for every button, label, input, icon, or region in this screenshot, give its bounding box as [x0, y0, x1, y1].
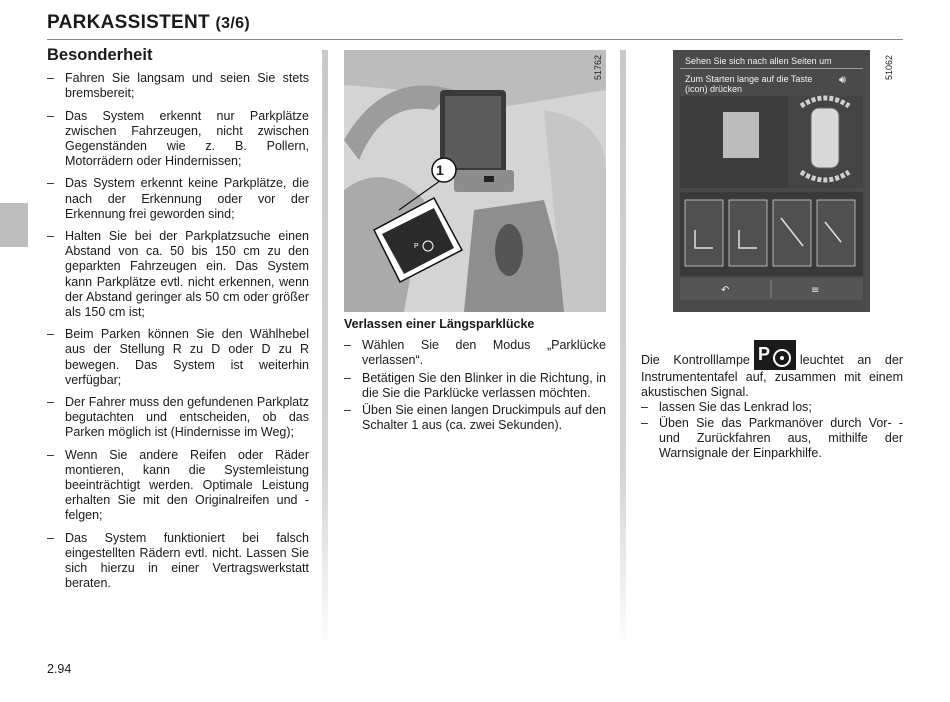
column-middle	[344, 317, 606, 435]
notes-list	[47, 71, 309, 591]
title-main: PARKASSISTENT	[47, 12, 210, 33]
title-rule	[47, 39, 903, 40]
list-item: – Fahren Sie langsam und seien Sie stets bremsbereit;	[47, 71, 309, 101]
speaker-icon: 🔊︎	[839, 74, 846, 86]
chapter-tab	[0, 203, 28, 247]
warning-lamp-paragraph	[641, 340, 903, 400]
title-part: (3/6)	[215, 15, 250, 32]
dashboard-drawing	[344, 50, 606, 312]
parking-screen	[673, 50, 870, 312]
screen-line-2: Zum Starten lange auf die Taste	[685, 74, 813, 84]
dashboard-illustration	[344, 50, 606, 312]
page-number: 2.94	[47, 662, 72, 676]
list-item: – Wenn Sie andere Reifen oder Räder montieren, kann die Systemleistung beeinträchtigt werden. Optimale Leistung erhalten Sie mit den Originalreifen und -felgen;	[47, 448, 309, 524]
list-item: – Halten Sie bei der Parkplatzsuche einen Abstand von ca. 50 bis 150 cm zu den geparkten Fahrzeugen ein. Das System kann Parkplätze evtl. nicht erkennen, wenn der Abstand geringer als 50 cm oder größer als 150 cm ist;	[47, 229, 309, 320]
column-right	[641, 340, 903, 461]
section-heading: Verlassen einer Längsparklücke	[344, 317, 535, 331]
list-item: – Das System erkennt nur Parkplätze zwischen Fahrzeugen, nicht zwischen Gegenständen wie z. B. Pollern, Motorrädern oder Hindernissen;	[47, 109, 309, 170]
list-item: – Wählen Sie den Modus „Parklücke verlassen“.	[344, 338, 606, 368]
column-separator	[322, 50, 328, 650]
figure-ref: 51062	[884, 54, 894, 80]
svg-text:≡: ≡	[811, 285, 820, 296]
list-item: – Das System funktioniert bei falsch eingestellten Rädern evtl. nicht. Lassen Sie sich hierzu in einer Vertragswerkstatt beraten.	[47, 531, 309, 592]
list-item: – Üben Sie das Parkmanöver durch Vor- - und Zurückfahren aus, mithilfe der Warnsignale der Einparkhilfe.	[641, 416, 903, 462]
list-item: – Betätigen Sie den Blinker in die Richtung, in die Sie die Parklücke verlassen möchten.	[344, 371, 606, 401]
parking-assist-lamp-icon	[754, 340, 796, 370]
steps-list	[344, 338, 606, 433]
svg-text:P: P	[414, 243, 419, 250]
list-item: – lassen Sie das Lenkrad los;	[641, 400, 903, 415]
list-item: – Der Fahrer muss den gefundenen Parkplatz begutachten und entscheiden, ob das Parken möglich ist (Hindernisse im Weg);	[47, 395, 309, 441]
column-separator	[620, 50, 626, 650]
screen-line-3: (icon) drücken	[685, 84, 743, 94]
text-before-icon: Die Kontrolllampe	[641, 353, 750, 367]
instructions-list	[641, 400, 903, 461]
text-after-icon: leuchtet an der Instrumententafel auf, zusammen mit einem akustischen Signal.	[641, 353, 903, 400]
svg-text:↶: ↶	[721, 285, 730, 296]
section-heading: Besonderheit	[47, 46, 153, 64]
svg-text:P: P	[757, 344, 770, 364]
column-left	[47, 48, 309, 599]
list-item: – Beim Parken können Sie den Wählhebel aus der Stellung R zu D oder D zu R bewegen. Das System ist weiterhin verfügbar;	[47, 327, 309, 388]
screen-graphics	[673, 50, 870, 312]
screen-line-1: Sehen Sie sich nach allen Seiten um	[685, 56, 832, 66]
figure-ref: 51762	[593, 54, 603, 80]
list-item: – Das System erkennt keine Parkplätze, die nach der Erkennung oder vor der Erkennung frei geworden sind;	[47, 176, 309, 222]
list-item: – Üben Sie einen langen Druckimpuls auf den Schalter 1 aus (ca. zwei Sekunden).	[344, 403, 606, 433]
page-title	[47, 12, 250, 34]
callout-1: 1	[436, 162, 444, 178]
